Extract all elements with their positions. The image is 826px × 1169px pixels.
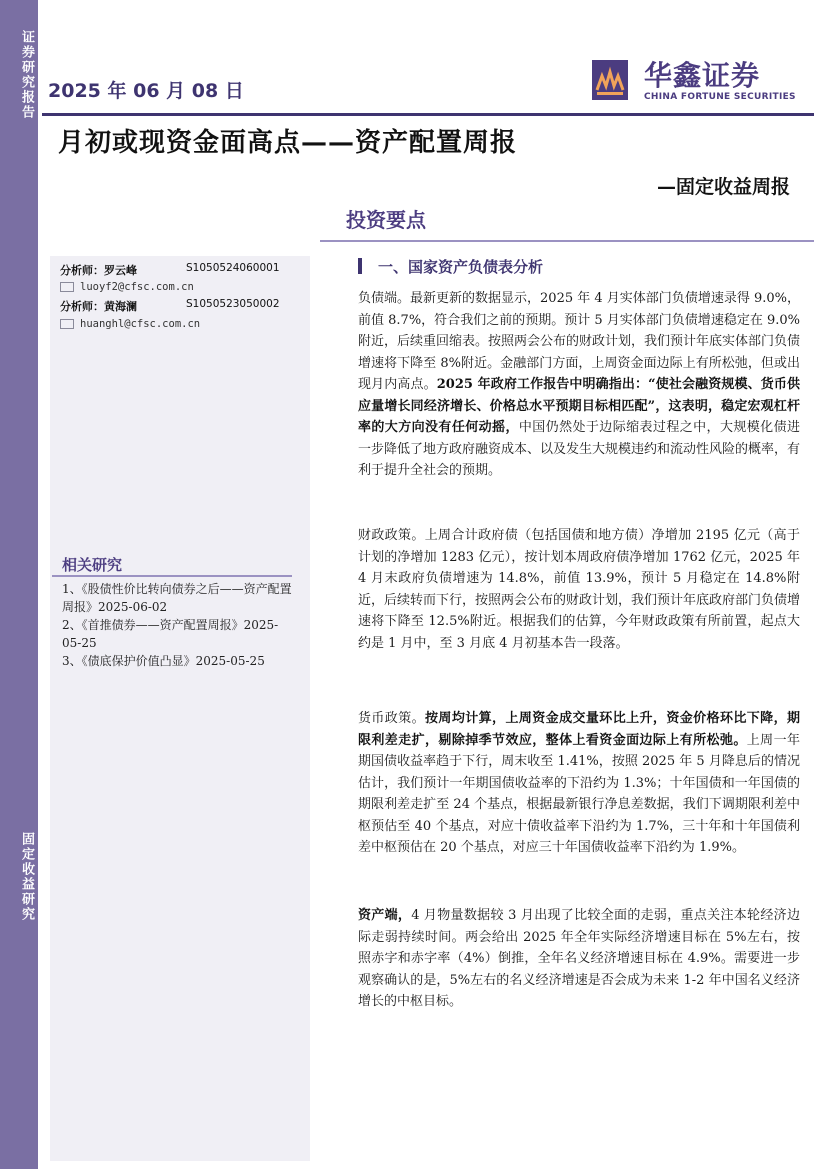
analyst-1-email[interactable] [60, 281, 194, 293]
header-divider [42, 113, 814, 116]
report-date: 2025 年 06 月 08 日 [48, 80, 244, 102]
paragraph-fiscal-policy: 财政政策。上周合计政府债（包括国债和地方债）净增加 2195 亿元（高于计划的净增加 1283 亿元），按计划本周政府债净增加 1762 亿元，2025 年 4 月末政府负债增速为 14.8%，前值 13.9%，预计 5 月稳定在 14.8%附近，后续转而下行，按照两会公布的财政计划，我们预计年底政府部门负债增速将下降至 12.5%附近。根据我们的估算，今年财政政策有所前置，起点大约是 1 月中，至 3 月底 4 月初基本告一段落。 [358, 528, 801, 651]
left-sidebar [0, 0, 38, 1169]
paragraph-text: 4 月物量数据较 3 月出现了比较全面的走弱，重点关注本轮经济边际走弱持续时间。两会给出 2025 年全年实际经济增速目标在 5%左右，按照赤字和赤字率（4%）倒推，全年名义经济增速目标在 4.9%。需要进一步观察确认的是，5%左右的名义经济增速是否会成为未来 1-2 年中国名义经济增长的中枢目标。 [358, 908, 800, 1009]
analyst-2-email-text: huanghl@cfsc.com.cn [80, 318, 201, 330]
mail-icon [60, 282, 74, 292]
paragraph-bold: 2025 年政府工作报告中明确指出：“使社会融资规模、货币供应量增长同经济增长、价格总水平预期目标相匹配”，这表明，稳定宏观杠杆率的大方向没有任何动摇， [358, 377, 800, 435]
section-key-points: 投资要点 [346, 208, 426, 232]
sidebar-label-bottom: 固定收益研究 [19, 832, 34, 922]
paragraph-text: 货币政策。 [358, 711, 426, 726]
report-subtitle: —固定收益周报 [656, 176, 790, 198]
report-title: 月初或现资金面高点——资产配置周报 [58, 128, 518, 158]
related-research-title: 相关研究 [62, 556, 123, 574]
paragraph-assets [358, 905, 800, 1013]
analyst-1-code: S1050524060001 [186, 262, 280, 274]
analyst-2-code: S1050523050002 [186, 298, 280, 310]
related-item[interactable]: 3、《债底保护价值凸显》2025-05-25 [62, 654, 265, 668]
company-logo [592, 58, 796, 106]
paragraph-monetary-policy [358, 708, 800, 859]
section-heading-text: 一、国家资产负债表分析 [378, 258, 544, 276]
section-heading [358, 256, 543, 277]
heading-bar [358, 258, 362, 274]
paragraph-text: 上周一年期国债收益率趋于下行，周末收至 1.41%，按照 2025 年 5 月降息后的情况估计，我们预计一年期国债收益率的下沿约为 1.3%；十年国债和一年国债的期限利差走扩至 24 个基点，根据最新银行净息差数据，我们下调期限利差中枢预估至 40 个基点，对应十债收益率下沿约为 1.7%，三十年和十年国债利差中枢预估在 20 个基点，对应三十年国债收益率下沿约为 1.9%。 [358, 732, 800, 855]
paragraph-bold: 资产端， [358, 908, 412, 923]
logo-name: 华鑫证券 [644, 59, 761, 92]
analyst-2-email[interactable] [60, 318, 200, 330]
related-research-list [62, 580, 297, 670]
left-info-panel [50, 256, 310, 1161]
paragraph-text: 中国仍然处于边际缩表过程之中，大规模化债进一步降低了地方政府融资成本、以及发生大规模违约和流动性风险的概率，有利于提升全社会的预期。 [358, 420, 801, 478]
section-divider [320, 240, 814, 242]
analyst-2-name: 分析师：黄海澜 [60, 300, 137, 313]
analyst-1-name: 分析师：罗云峰 [60, 264, 137, 277]
paragraph-liabilities [358, 288, 800, 482]
analyst-2 [60, 298, 280, 314]
related-divider [52, 575, 292, 577]
paragraph-bold: 按周均计算，上周资金成交量环比上升，资金价格环比下降，期限利差走扩，剔除掉季节效应，整体上看资金面边际上有所松弛。 [358, 711, 800, 748]
analyst-1-email-text: luoyf2@cfsc.com.cn [80, 281, 194, 293]
analyst-1 [60, 262, 280, 278]
related-item[interactable]: 2、《首推债券——资产配置周报》2025-05-25 [62, 618, 279, 650]
logo-mark-icon [592, 60, 628, 100]
related-item[interactable]: 1、《股债性价比转向债券之后——资产配置周报》2025-06-02 [62, 582, 292, 614]
sidebar-label-top: 证券研究报告 [19, 30, 34, 120]
logo-english-name: CHINA FORTUNE SECURITIES [644, 92, 796, 102]
mail-icon [60, 319, 74, 329]
paragraph-text: 负债端。最新更新的数据显示，2025 年 4 月实体部门负债增速录得 9.0%，前值 8.7%，符合我们之前的预期。预计 5 月实体部门负债增速稳定在 9.0%附近，后续重回缩表。按照两会公布的财政计划，我们预计年底实体部门负债增速将下降至 8%附近。金融部门方面，上周资金面边际上有所松弛，但或出现月内高点。 [358, 291, 801, 392]
